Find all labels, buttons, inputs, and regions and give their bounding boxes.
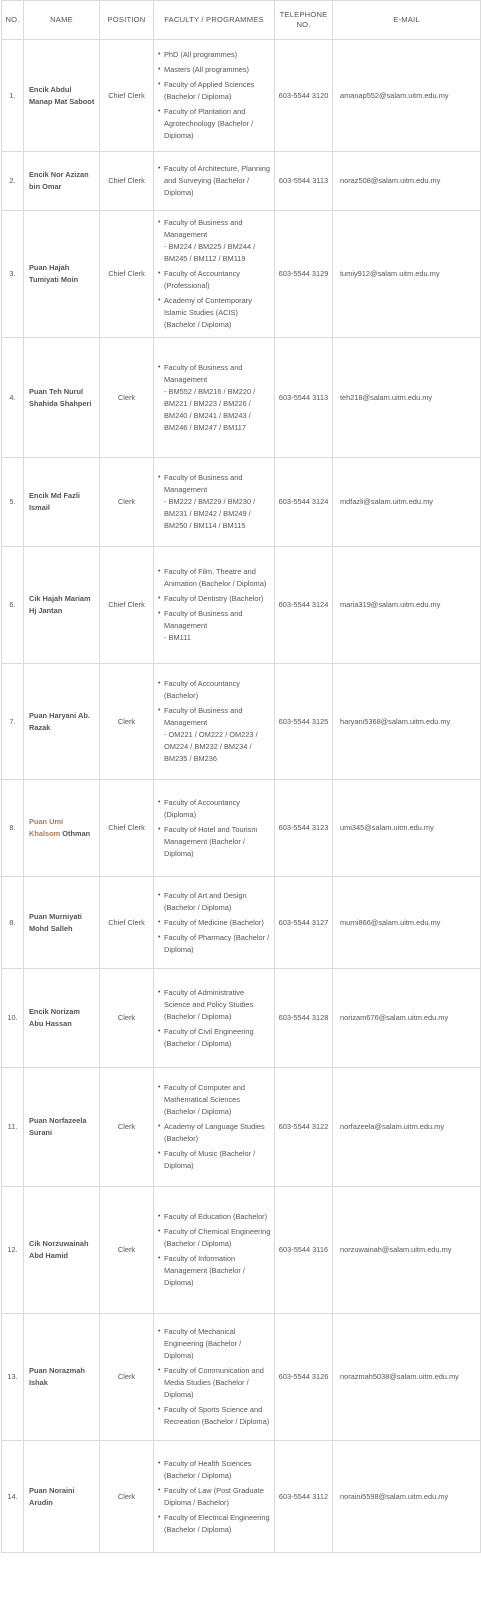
telephone-number: 603-5544 3123 bbox=[275, 780, 333, 877]
email-cell bbox=[333, 664, 481, 780]
faculty-item: • Faculty of Music (Bachelor / Diploma) bbox=[158, 1148, 271, 1172]
faculty-item: • Faculty of Computer and Mathematical Sciences (Bachelor / Diploma) bbox=[158, 1082, 271, 1118]
table-row bbox=[2, 152, 481, 211]
faculty-item: • Faculty of Health Sciences (Bachelor / Diploma) bbox=[158, 1458, 271, 1482]
table-row bbox=[2, 1068, 481, 1187]
faculty-item: • Faculty of Dentistry (Bachelor) bbox=[158, 593, 271, 605]
staff-name-part1: Puan Umi Khalsom bbox=[29, 817, 64, 838]
faculty-item: • Faculty of Applied Sciences (Bachelor / Diploma) bbox=[158, 79, 271, 103]
faculty-list bbox=[158, 1082, 271, 1172]
faculty-programmes bbox=[154, 969, 275, 1068]
staff-position: Clerk bbox=[100, 969, 154, 1068]
faculty-programmes bbox=[154, 664, 275, 780]
row-number: 14. bbox=[2, 1441, 24, 1553]
faculty-item: • Faculty of Architecture, Planning and Surveying (Bachelor / Diploma) bbox=[158, 163, 271, 199]
row-number: 13. bbox=[2, 1314, 24, 1441]
email-cell bbox=[333, 1441, 481, 1553]
staff-name: Puan Murniyati Mohd Salleh bbox=[24, 877, 100, 969]
faculty-item: • Faculty of Plantation and Agrotechnology (Bachelor / Diploma) bbox=[158, 106, 271, 142]
staff-position: Chief Clerk bbox=[100, 211, 154, 338]
faculty-item: • Faculty of Business and Management - BM224 / BM225 / BM244 / BM245 / BM112 / BM119 bbox=[158, 217, 271, 265]
header-name: NAME bbox=[24, 1, 100, 40]
faculty-programmes bbox=[154, 211, 275, 338]
faculty-item: • Academy of Contemporary Islamic Studies (ACIS) (Bachelor / Diploma) bbox=[158, 295, 271, 331]
faculty-item: • Faculty of Medicine (Bachelor) bbox=[158, 917, 271, 929]
faculty-item: • Faculty of Communication and Media Studies (Bachelor / Diploma) bbox=[158, 1365, 271, 1401]
email-address[interactable]: maria319@salam.uitm.edu.my bbox=[340, 600, 441, 609]
table-row bbox=[2, 1187, 481, 1314]
telephone-number: 603-5544 3113 bbox=[275, 152, 333, 211]
faculty-programmes bbox=[154, 1187, 275, 1314]
faculty-item: • Faculty of Hotel and Tourism Management (Bachelor / Diploma) bbox=[158, 824, 271, 860]
faculty-item: • Faculty of Business and Management - BM552 / BM216 / BM220 / BM221 / BM223 / BM226 / BM240 / BM241 / BM243 / BM246 / BM247 / BM117 bbox=[158, 362, 271, 434]
faculty-programmes bbox=[154, 1314, 275, 1441]
table-row bbox=[2, 1441, 481, 1553]
telephone-number: 603-5544 3116 bbox=[275, 1187, 333, 1314]
staff-position: Clerk bbox=[100, 458, 154, 547]
email-address[interactable]: norazmah5038@salam.uitm.edu.my bbox=[340, 1372, 459, 1381]
staff-name-part2: Othman bbox=[60, 829, 91, 838]
email-cell bbox=[333, 780, 481, 877]
faculty-item: • Faculty of Electrical Engineering (Bachelor / Diploma) bbox=[158, 1512, 271, 1536]
faculty-programmes bbox=[154, 547, 275, 664]
email-address[interactable]: noraz508@salam.uitm.edu.my bbox=[340, 176, 441, 185]
faculty-list bbox=[158, 1211, 271, 1289]
header-no: NO. bbox=[2, 1, 24, 40]
email-cell bbox=[333, 547, 481, 664]
telephone-number: 603-5544 3122 bbox=[275, 1068, 333, 1187]
row-number: 5. bbox=[2, 458, 24, 547]
staff-position: Chief Clerk bbox=[100, 152, 154, 211]
row-number: 12. bbox=[2, 1187, 24, 1314]
faculty-list bbox=[158, 566, 271, 644]
staff-name: Encik Norizam Abu Hassan bbox=[24, 969, 100, 1068]
staff-name: Cik Norzuwainah Abd Hamid bbox=[24, 1187, 100, 1314]
faculty-item: • Faculty of Chemical Engineering (Bachelor / Diploma) bbox=[158, 1226, 271, 1250]
email-cell bbox=[333, 338, 481, 458]
table-row bbox=[2, 780, 481, 877]
faculty-item: • Faculty of Sports Science and Recreation (Bachelor / Diploma) bbox=[158, 1404, 271, 1428]
faculty-programmes bbox=[154, 40, 275, 152]
faculty-item: • Academy of Language Studies (Bachelor) bbox=[158, 1121, 271, 1145]
telephone-number: 603-5544 3126 bbox=[275, 1314, 333, 1441]
staff-name: Encik Nor Azizan bin Omar bbox=[24, 152, 100, 211]
email-address[interactable]: murni866@salam.uitm.edu.my bbox=[340, 917, 441, 927]
email-address[interactable]: noraini5598@salam.uitm.edu.my bbox=[340, 1491, 449, 1501]
header-position: POSITION bbox=[100, 1, 154, 40]
row-number: 11. bbox=[2, 1068, 24, 1187]
header-telephone bbox=[275, 1, 333, 40]
row-number: 10. bbox=[2, 969, 24, 1068]
staff-position: Chief Clerk bbox=[100, 780, 154, 877]
staff-position: Chief Clerk bbox=[100, 547, 154, 664]
faculty-item: • Faculty of Film, Theatre and Animation (Bachelor / Diploma) bbox=[158, 566, 271, 590]
faculty-programmes bbox=[154, 152, 275, 211]
faculty-item: • Faculty of Art and Design (Bachelor / Diploma) bbox=[158, 890, 271, 914]
faculty-item: • Faculty of Civil Engineering (Bachelor / Diploma) bbox=[158, 1026, 271, 1050]
staff-name: Cik Hajah Mariam Hj Jantan bbox=[24, 547, 100, 664]
faculty-list bbox=[158, 1458, 271, 1536]
staff-position: Clerk bbox=[100, 338, 154, 458]
staff-name bbox=[24, 780, 100, 877]
row-number: 8. bbox=[2, 877, 24, 969]
staff-name: Puan Teh Nurul Shahida Shahperi bbox=[24, 338, 100, 458]
faculty-item: • Faculty of Pharmacy (Bachelor / Diploma) bbox=[158, 932, 271, 956]
faculty-programmes bbox=[154, 1068, 275, 1187]
table-row bbox=[2, 40, 481, 152]
table-row bbox=[2, 1314, 481, 1441]
faculty-item: • Faculty of Law (Post Graduate Diploma / Bachelor) bbox=[158, 1485, 271, 1509]
telephone-number: 603-5544 3124 bbox=[275, 547, 333, 664]
table-row bbox=[2, 877, 481, 969]
telephone-number: 603-5544 3127 bbox=[275, 877, 333, 969]
email-address[interactable]: mdfazli@salam.uitm.edu.my bbox=[340, 497, 433, 506]
row-number: 4. bbox=[2, 338, 24, 458]
staff-contact-table bbox=[1, 0, 481, 1553]
staff-name: Encik Md Fazli Ismail bbox=[24, 458, 100, 547]
faculty-item: • Faculty of Education (Bachelor) bbox=[158, 1211, 271, 1223]
table-header bbox=[2, 1, 481, 40]
faculty-programmes bbox=[154, 1441, 275, 1553]
row-number: 2. bbox=[2, 152, 24, 211]
faculty-item: • Faculty of Business and Management - BM111 bbox=[158, 608, 271, 644]
staff-position: Clerk bbox=[100, 1314, 154, 1441]
header-faculty: FACULTY / PROGRAMMES bbox=[154, 1, 275, 40]
telephone-number: 603-5544 3129 bbox=[275, 211, 333, 338]
staff-name: Puan Norfazeela Surani bbox=[24, 1068, 100, 1187]
faculty-programmes bbox=[154, 877, 275, 969]
table-body bbox=[2, 40, 481, 1553]
table-row bbox=[2, 338, 481, 458]
staff-name: Encik Abdul Manap Mat Saboot bbox=[24, 40, 100, 152]
staff-position: Clerk bbox=[100, 1187, 154, 1314]
email-address[interactable]: teh218@salam.uitm.edu.my bbox=[340, 392, 433, 402]
email-address[interactable]: umi345@salam.uitm.edu.my bbox=[340, 823, 434, 832]
faculty-list bbox=[158, 217, 271, 331]
faculty-list bbox=[158, 987, 271, 1050]
staff-position: Clerk bbox=[100, 1441, 154, 1553]
telephone-number: 603-5544 3125 bbox=[275, 664, 333, 780]
email-address[interactable]: norizam676@salam.uitm.edu.my bbox=[340, 1013, 449, 1022]
faculty-programmes bbox=[154, 458, 275, 547]
staff-position: Chief Clerk bbox=[100, 40, 154, 152]
email-cell bbox=[333, 152, 481, 211]
telephone-number: 603-5544 3124 bbox=[275, 458, 333, 547]
faculty-item: • Faculty of Mechanical Engineering (Bachelor / Diploma) bbox=[158, 1326, 271, 1362]
email-address[interactable]: tumiy912@salam.uitm.edu.my bbox=[340, 269, 440, 278]
staff-position: Chief Clerk bbox=[100, 877, 154, 969]
table-row bbox=[2, 664, 481, 780]
faculty-item: • Faculty of Accountancy (Bachelor) bbox=[158, 678, 271, 702]
header-email: E-MAIL bbox=[333, 1, 481, 40]
row-number: 8. bbox=[2, 780, 24, 877]
header-telephone-line1: TELEPHONE bbox=[279, 10, 328, 19]
faculty-list bbox=[158, 890, 271, 956]
faculty-item: • Faculty of Accountancy (Professional) bbox=[158, 268, 271, 292]
email-cell bbox=[333, 877, 481, 969]
faculty-list bbox=[158, 472, 271, 532]
faculty-list bbox=[158, 797, 271, 860]
faculty-list bbox=[158, 163, 271, 199]
staff-position: Clerk bbox=[100, 1068, 154, 1187]
staff-name: Puan Noraini Arudin bbox=[24, 1441, 100, 1553]
email-cell bbox=[333, 969, 481, 1068]
faculty-item: • Faculty of Business and Management - BM222 / BM229 / BM230 / BM231 / BM242 / BM249 / BM250 / BM114 / BM115 bbox=[158, 472, 271, 532]
row-number: 1. bbox=[2, 40, 24, 152]
faculty-list bbox=[158, 1326, 271, 1428]
header-row bbox=[2, 1, 481, 40]
faculty-item: • Faculty of Information Management (Bachelor / Diploma) bbox=[158, 1253, 271, 1289]
email-cell bbox=[333, 458, 481, 547]
row-number: 3. bbox=[2, 211, 24, 338]
header-telephone-line2: NO. bbox=[296, 20, 311, 29]
table-row bbox=[2, 211, 481, 338]
telephone-number: 603-5544 3128 bbox=[275, 969, 333, 1068]
email-cell bbox=[333, 1068, 481, 1187]
table-row bbox=[2, 547, 481, 664]
staff-name: Puan Hajah Tumiyati Moin bbox=[24, 211, 100, 338]
faculty-list bbox=[158, 49, 271, 142]
faculty-item: • Faculty of Administrative Science and Policy Studies (Bachelor / Diploma) bbox=[158, 987, 271, 1023]
row-number: 6. bbox=[2, 547, 24, 664]
faculty-item: • PhD (All programmes) bbox=[158, 49, 271, 61]
email-address[interactable]: norfazeela@salam.uitm.edu.my bbox=[340, 1122, 445, 1131]
faculty-item: • Faculty of Accountancy (Diploma) bbox=[158, 797, 271, 821]
email-address[interactable]: haryani5368@salam.uitm.edu.my bbox=[340, 716, 451, 726]
telephone-number: 603-5544 3113 bbox=[275, 338, 333, 458]
table-row bbox=[2, 969, 481, 1068]
faculty-programmes bbox=[154, 780, 275, 877]
telephone-number: 603-5544 3112 bbox=[275, 1441, 333, 1553]
staff-name: Puan Haryani Ab. Razak bbox=[24, 664, 100, 780]
email-cell bbox=[333, 40, 481, 152]
staff-position: Clerk bbox=[100, 664, 154, 780]
email-address[interactable]: norzuwainah@salam.uitm.edu.my bbox=[340, 1245, 452, 1254]
staff-name: Puan Norazmah Ishak bbox=[24, 1314, 100, 1441]
telephone-number: 603-5544 3120 bbox=[275, 40, 333, 152]
email-address[interactable]: amanap552@salam.uitm.edu.my bbox=[340, 90, 449, 100]
faculty-item: • Masters (All programmes) bbox=[158, 64, 271, 76]
faculty-list bbox=[158, 362, 271, 434]
row-number: 7. bbox=[2, 664, 24, 780]
email-cell bbox=[333, 1187, 481, 1314]
table-row bbox=[2, 458, 481, 547]
email-cell bbox=[333, 1314, 481, 1441]
faculty-item: • Faculty of Business and Management - OM221 / OM222 / OM223 / OM224 / BM232 / BM234 / BM235 / BM236 bbox=[158, 705, 271, 765]
faculty-list bbox=[158, 678, 271, 765]
email-cell bbox=[333, 211, 481, 338]
faculty-programmes bbox=[154, 338, 275, 458]
